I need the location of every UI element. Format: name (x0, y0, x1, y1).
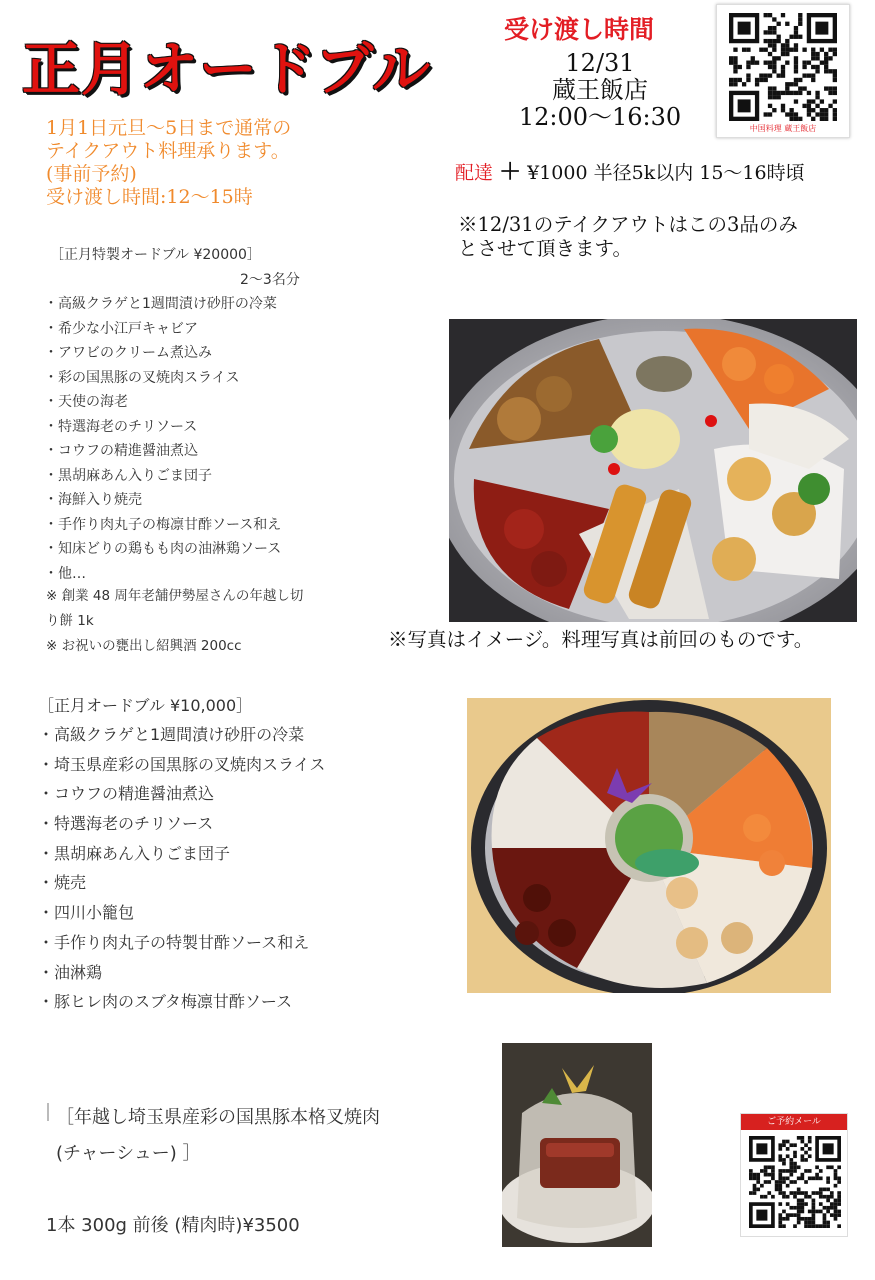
pickup-heading: 受け渡し時間 (504, 15, 655, 44)
list-item: ・豚ヒレ肉のスブタ梅凛甘酢ソース (38, 992, 293, 1012)
page-title: 正月オードブル (22, 35, 431, 103)
menu1-header: ［正月特製オードブル ¥20000］ (50, 247, 261, 263)
list-item: ・彩の国黒豚の叉焼肉スライス (44, 369, 240, 386)
list-item: ・黒胡麻あん入りごま団子 (38, 843, 231, 863)
note-line: ※ お祝いの甕出し紹興酒 200cc (46, 638, 242, 654)
pickup-store: 蔵王飯店 (552, 76, 648, 104)
list-item: ・手作り肉丸子の梅凛甘酢ソース和え (44, 516, 282, 533)
qr-code-top[interactable] (716, 4, 850, 138)
note-line: り餅 1k (46, 613, 94, 629)
menu1-servings: 2〜3名分 (240, 272, 300, 288)
divider-bar (47, 1103, 49, 1121)
delivery-info (455, 155, 805, 186)
list-item: ・特選海老のチリソース (38, 814, 214, 834)
qr-code-icon (717, 5, 851, 139)
list-item: ・油淋鶏 (38, 962, 103, 982)
plus-icon: ＋ (499, 160, 522, 185)
list-item: ・コウフの精進醤油煮込 (44, 443, 198, 459)
platter-photo-round (467, 698, 831, 993)
charsiu-price: 1本 300g 前後 (精肉時)¥3500 (46, 1215, 300, 1236)
list-item: ・黒胡麻あん入りごま団子 (44, 467, 212, 484)
notice-line: (事前予約) (46, 163, 137, 185)
takeout-note-line: ※12/31のテイクアウトはこの3品のみ (458, 213, 798, 236)
list-item: ・手作り肉丸子の特製甘酢ソース和え (38, 932, 310, 952)
list-item: ・焼売 (38, 873, 87, 893)
photo-note: ※写真はイメージ。料理写真は前回のものです。 (388, 628, 814, 651)
notice-line: 1月1日元旦〜5日まで通常の (46, 117, 292, 139)
note-line: ※ 創業 48 周年老舗伊勢屋さんの年越し切 (46, 588, 304, 604)
takeout-note (458, 213, 868, 261)
list-item: ・埼玉県産彩の国黒豚の叉焼肉スライス (38, 754, 326, 774)
menu2-header: ［正月オードブル ¥10,000］ (38, 696, 253, 715)
list-item: ・天使の海老 (44, 394, 128, 410)
list-item: ・他… (44, 565, 86, 582)
qr-code-bottom[interactable] (740, 1113, 848, 1237)
pickup-info (500, 50, 700, 131)
list-item: ・特選海老のチリソース (44, 418, 198, 435)
pickup-time: 12:00〜16:30 (518, 103, 682, 131)
list-item: ・知床どりの鶏もも肉の油淋鶏ソース (44, 541, 282, 557)
notice-line: 受け渡し時間:12〜15時 (46, 186, 253, 208)
qr-bottom-label: ご予約メール (741, 1114, 847, 1130)
list-item: ・アワビのクリーム煮込み (44, 345, 212, 361)
menu1-list (44, 292, 281, 586)
charsiu-title (56, 1100, 476, 1172)
notice-line: テイクアウト料理承ります。 (46, 140, 290, 162)
charsiu-photo (502, 1043, 652, 1247)
menu2-list (38, 720, 325, 1017)
platter-photo-large (449, 319, 857, 622)
list-item: ・高級クラゲと1週間漬け砂肝の冷菜 (38, 725, 305, 744)
takeout-note-line: とさせて頂きます。 (458, 237, 632, 260)
newyear-notice (46, 117, 426, 209)
qr-caption: 中国料理 蔵王飯店 (749, 124, 817, 133)
list-item: ・希少な小江戸キャビア (44, 320, 198, 337)
charsiu-title-line: ［年越し埼玉県産彩の国黒豚本格叉焼肉 (56, 1107, 380, 1128)
delivery-label: 配達 (455, 162, 494, 184)
pickup-date: 12/31 (565, 49, 635, 77)
charsiu-title-line: (チャーシュー) ］ (56, 1143, 201, 1164)
list-item: ・四川小籠包 (38, 903, 135, 923)
list-item: ・高級クラゲと1週間漬け砂肝の冷菜 (44, 296, 277, 312)
qr-code-icon (741, 1130, 849, 1238)
menu1-notes (46, 584, 303, 659)
list-item: ・海鮮入り焼売 (44, 492, 142, 508)
delivery-detail: ¥1000 半径5k以内 15〜16時頃 (521, 162, 805, 184)
list-item: ・コウフの精進醤油煮込 (38, 784, 215, 804)
